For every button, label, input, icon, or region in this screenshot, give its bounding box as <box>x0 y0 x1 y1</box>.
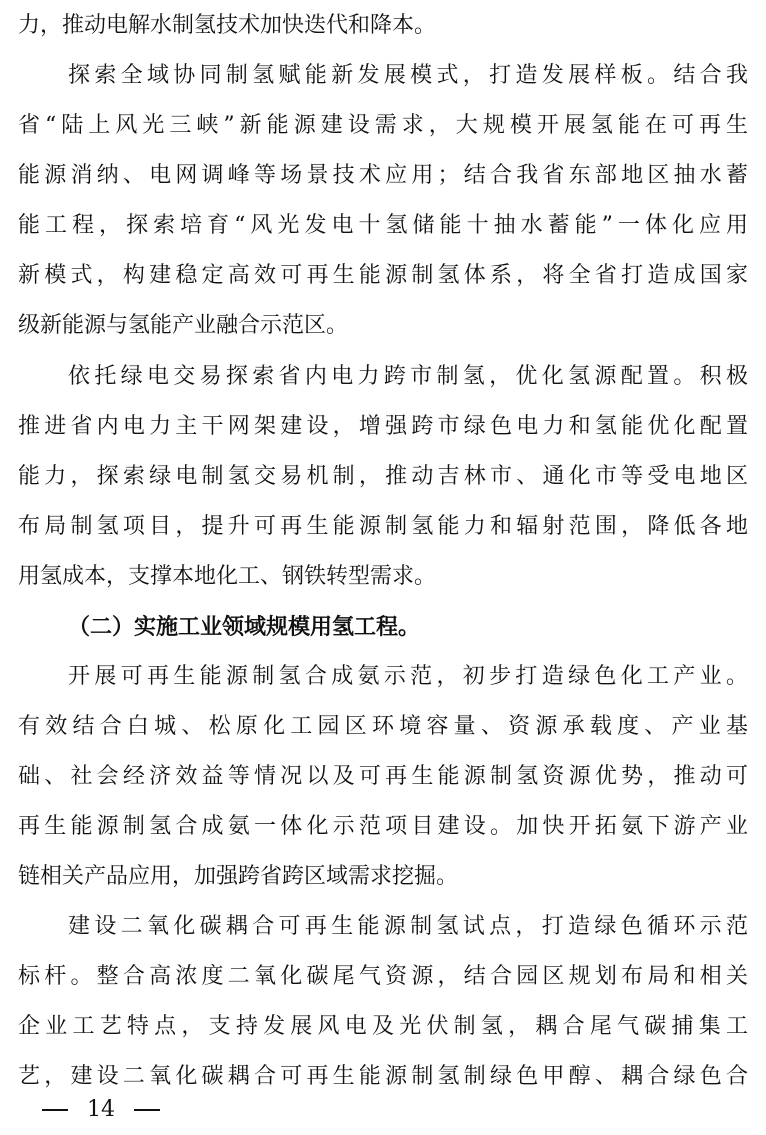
text-line-9: 推进省内电力主干网架建设，增强跨市绿色电力和氢能优化配置 <box>18 414 748 439</box>
text-line-3: 省“陆上风光三峡”新能源建设需求，大规模开展氢能在可再生 <box>18 113 748 138</box>
text-line-18: 链相关产品应用，加强跨省跨区域需求挖掘。 <box>18 864 459 889</box>
text-line-1: 力，推动电解水制氢技术加快迭代和降本。 <box>18 13 437 38</box>
text-line-12: 用氢成本，支撑本地化工、钢铁转型需求。 <box>18 564 437 589</box>
page-footer <box>30 1095 172 1125</box>
text-line-4: 能源消纳、电网调峰等场景技术应用；结合我省东部地区抽水蓄 <box>18 163 748 188</box>
text-line-19: 建设二氧化碳耦合可再生能源制氢试点，打造绿色循环示范 <box>68 914 748 939</box>
text-line-6: 新模式，构建稳定高效可再生能源制氢体系，将全省打造成国家 <box>18 263 748 288</box>
section-heading: （二）实施工业领域规模用氢工程。 <box>68 614 421 640</box>
text-line-10: 能力，探索绿电制氢交易机制，推动吉林市、通化市等受电地区 <box>18 464 748 489</box>
text-line-20: 标杆。整合高浓度二氧化碳尾气资源，结合园区规划布局和相关 <box>18 964 748 989</box>
text-line-15: 有效结合白城、松原化工园区环境容量、资源承载度、产业基 <box>18 714 748 739</box>
text-line-22: 艺，建设二氧化碳耦合可再生能源制氢制绿色甲醇、耦合绿色合 <box>18 1064 748 1089</box>
text-line-17: 再生能源制氢合成氨一体化示范项目建设。加快开拓氨下游产业 <box>18 814 748 839</box>
text-line-14: 开展可再生能源制氢合成氨示范，初步打造绿色化工产业。 <box>68 664 748 689</box>
text-line-16: 础、社会经济效益等情况以及可再生能源制氢资源优势，推动可 <box>18 764 748 789</box>
text-line-5: 能工程，探索培育“风光发电十氢储能十抽水蓄能”一体化应用 <box>18 213 748 238</box>
text-line-11: 布局制氢项目，提升可再生能源制氢能力和辐射范围，降低各地 <box>18 514 748 539</box>
text-line-7: 级新能源与氢能产业融合示范区。 <box>18 313 349 338</box>
footer-left-dash <box>42 1109 68 1111</box>
text-line-2: 探索全域协同制氢赋能新发展模式，打造发展样板。结合我 <box>68 63 748 88</box>
footer-right-dash <box>134 1109 160 1111</box>
page-number: 14 <box>87 1097 115 1122</box>
text-line-21: 企业工艺特点，支持发展风电及光伏制氢，耦合尾气碳捕集工 <box>18 1014 748 1039</box>
text-line-8: 依托绿电交易探索省内电力跨市制氢，优化氢源配置。积极 <box>68 364 748 389</box>
